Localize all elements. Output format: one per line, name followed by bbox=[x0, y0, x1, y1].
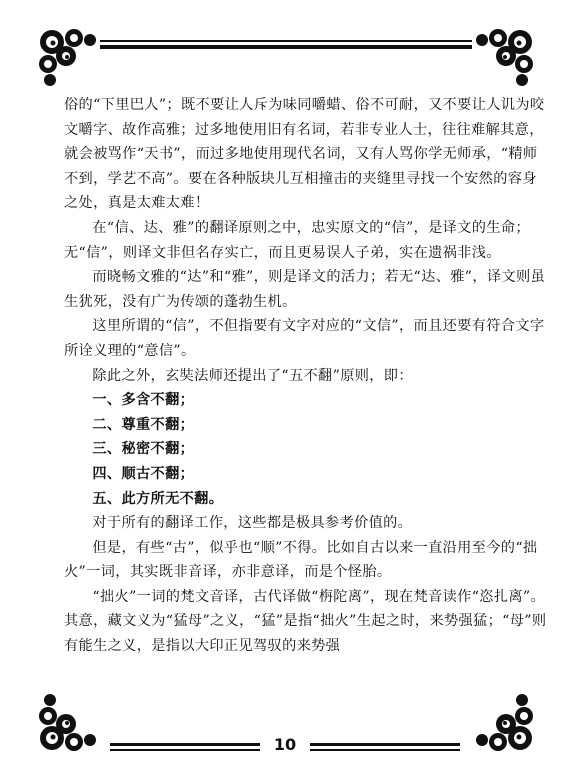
page-number: 10 bbox=[273, 735, 297, 754]
corner-ornament-bottom-right bbox=[464, 690, 534, 752]
paragraph: 这里所谓的“信”，不但指要有文字对应的“文信”，而且还要有符合文字所诠义理的“意信”。 bbox=[64, 318, 545, 359]
list-item: 三、秘密不翻； bbox=[92, 441, 195, 458]
footer-rule-left bbox=[110, 743, 260, 753]
list-item: 五、此方所无不翻。 bbox=[92, 490, 224, 507]
paragraph: “拙火”一词的梵文音译，古代译做“栴陀离”，现在梵音读作“恣扎离”。其意，藏文义为“猛母”之义，“猛”是指“拙火”生起之时，来势强猛；“母”则有能生之义，是指以大印正见驾驭的来势强 bbox=[64, 588, 547, 655]
paragraph: 在“信、达、雅”的翻译原则之中，忠实原文的“信”，是译文的生命；无“信”，则译文非但名存实亡，而且更易误人子弟，实在遗祸非浅。 bbox=[64, 219, 530, 261]
paragraph: 俗的“下里巴人”；既不要让人斥为味同嚼蜡、俗不可耐，又不要让人讥为咬文嚼字、故作高雅；过多地使用旧有名词，若非专业人士，往往难解其意，就会被骂作“天书”，而过多地使用现代名词，又有人骂你学无师承，“精师不到，学艺不高”。要在各种版块儿互相撞击的夹缝里寻找一个安然的容身之处，真是太难太难！ bbox=[64, 97, 545, 212]
list-item: 一、多含不翻； bbox=[92, 392, 195, 409]
footer-rule-right bbox=[310, 743, 460, 753]
page-body bbox=[64, 93, 548, 659]
paragraph: 但是，有些“古”，似乎也“顺”不得。比如自古以来一直沿用至今的“拙火”一词，其实既非音译，亦非意译，而是个怪胎。 bbox=[64, 539, 538, 581]
paragraph: 而晓畅文雅的“达”和“雅”，则是译文的活力；若无“达、雅”，译文则虽生犹死，没有广为传颂的蓬勃生机。 bbox=[64, 269, 546, 310]
header-double-rule bbox=[100, 40, 472, 50]
corner-ornament-top-right bbox=[464, 28, 534, 90]
list-item: 二、尊重不翻； bbox=[92, 416, 195, 433]
paragraph: 除此之外，玄奘法师还提出了“五不翻”原则，即： bbox=[92, 367, 413, 384]
corner-ornament-bottom-left bbox=[38, 690, 108, 752]
corner-ornament-top-left bbox=[38, 28, 108, 90]
list-item: 四、顺古不翻； bbox=[92, 465, 195, 482]
paragraph: 对于所有的翻译工作，这些都是极具参考价值的。 bbox=[92, 515, 413, 532]
